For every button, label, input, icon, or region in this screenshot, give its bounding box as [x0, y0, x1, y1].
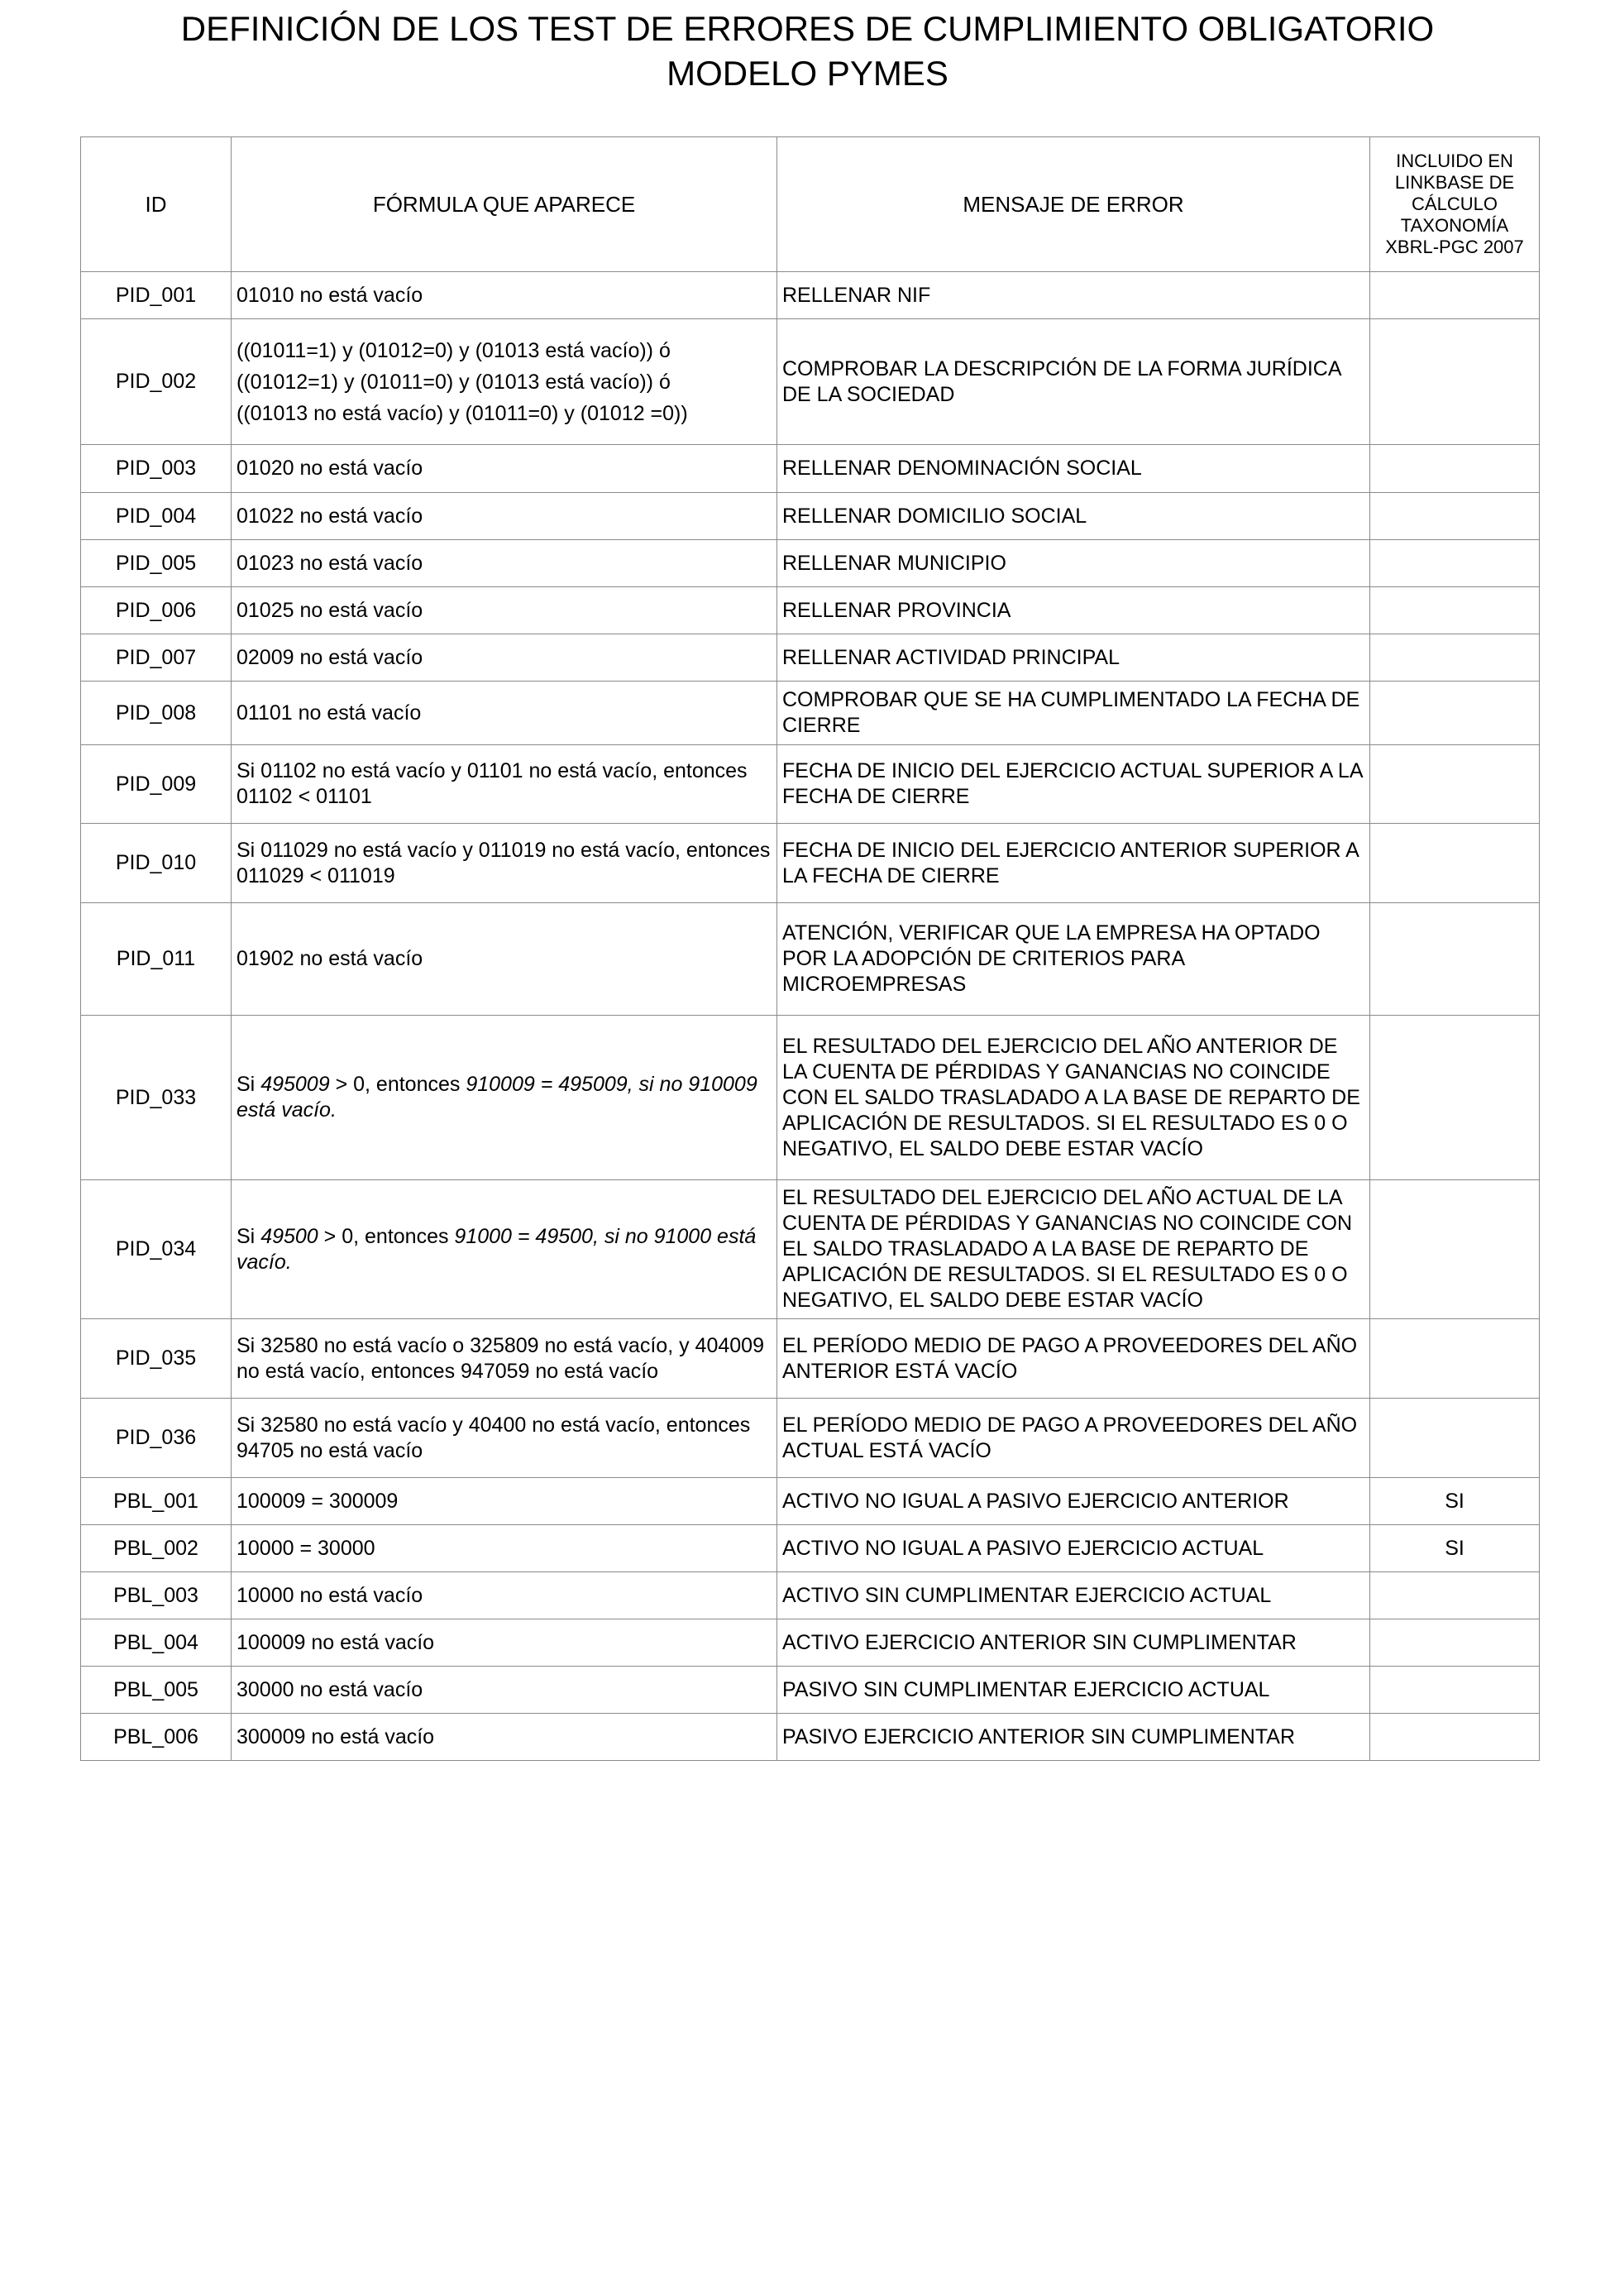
formula-text-italic: 495009 — [260, 1073, 330, 1096]
header-id: ID — [81, 137, 232, 272]
row-message: RELLENAR DOMICILIO SOCIAL — [777, 493, 1370, 540]
row-included — [1370, 1016, 1540, 1180]
row-included — [1370, 634, 1540, 682]
formula-text-italic: 49500 — [260, 1224, 318, 1248]
row-formula: 100009 no está vacío — [232, 1619, 777, 1667]
table-row — [81, 903, 1540, 1016]
row-formula: 01022 no está vacío — [232, 493, 777, 540]
row-formula: Si 011029 no está vacío y 011019 no está vacío, entonces 011029 < 011019 — [232, 824, 777, 903]
row-id: PBL_001 — [81, 1478, 232, 1525]
row-formula: 01010 no está vacío — [232, 272, 777, 319]
table-row — [81, 1525, 1540, 1572]
row-message: EL PERÍODO MEDIO DE PAGO A PROVEEDORES DEL AÑO ANTERIOR ESTÁ VACÍO — [777, 1319, 1370, 1399]
row-formula — [232, 319, 777, 445]
row-formula: 01025 no está vacío — [232, 587, 777, 634]
row-included — [1370, 540, 1540, 587]
row-included — [1370, 445, 1540, 493]
table-row — [81, 1714, 1540, 1761]
formula-line: ((01012=1) y (01011=0) y (01013 está vacío)) ó — [237, 370, 671, 394]
formula-text: Si — [237, 1224, 261, 1248]
row-formula: 100009 = 300009 — [232, 1478, 777, 1525]
row-id: PID_006 — [81, 587, 232, 634]
row-message: RELLENAR ACTIVIDAD PRINCIPAL — [777, 634, 1370, 682]
row-included — [1370, 824, 1540, 903]
row-formula: 01023 no está vacío — [232, 540, 777, 587]
row-formula: 02009 no está vacío — [232, 634, 777, 682]
row-message: ACTIVO EJERCICIO ANTERIOR SIN CUMPLIMENTAR — [777, 1619, 1370, 1667]
row-message: RELLENAR DENOMINACIÓN SOCIAL — [777, 445, 1370, 493]
table-row — [81, 493, 1540, 540]
row-message: PASIVO SIN CUMPLIMENTAR EJERCICIO ACTUAL — [777, 1667, 1370, 1714]
formula-text: > 0, entonces — [329, 1073, 466, 1096]
row-formula: 30000 no está vacío — [232, 1667, 777, 1714]
row-formula: 10000 no está vacío — [232, 1572, 777, 1619]
table-row — [81, 445, 1540, 493]
row-id: PID_004 — [81, 493, 232, 540]
row-included — [1370, 1667, 1540, 1714]
page-title — [0, 7, 1615, 96]
row-id: PID_003 — [81, 445, 232, 493]
row-formula: 300009 no está vacío — [232, 1714, 777, 1761]
row-formula — [232, 1016, 777, 1180]
row-id: PID_009 — [81, 745, 232, 824]
row-included: SI — [1370, 1525, 1540, 1572]
table-header-row — [81, 137, 1540, 272]
table-row — [81, 587, 1540, 634]
row-included — [1370, 1714, 1540, 1761]
formula-line: ((01013 no está vacío) y (01011=0) y (01012 =0)) — [237, 401, 688, 425]
title-line-2: MODELO PYMES — [667, 54, 948, 93]
row-formula: Si 32580 no está vacío o 325809 no está vacío, y 404009 no está vacío, entonces 947059 no está vacío — [232, 1319, 777, 1399]
formula-text-italic: 910009 = 495009, si no 910009 está vacío. — [237, 1073, 757, 1122]
row-id: PBL_004 — [81, 1619, 232, 1667]
table-row — [81, 1180, 1540, 1319]
table-row — [81, 272, 1540, 319]
row-included — [1370, 493, 1540, 540]
row-included — [1370, 587, 1540, 634]
row-message: ACTIVO SIN CUMPLIMENTAR EJERCICIO ACTUAL — [777, 1572, 1370, 1619]
row-message: COMPROBAR LA DESCRIPCIÓN DE LA FORMA JURÍDICA DE LA SOCIEDAD — [777, 319, 1370, 445]
row-included — [1370, 319, 1540, 445]
row-id: PID_002 — [81, 319, 232, 445]
row-included — [1370, 745, 1540, 824]
table-row — [81, 1319, 1540, 1399]
table-row — [81, 1667, 1540, 1714]
formula-line: ((01011=1) y (01012=0) y (01013 está vacío)) ó — [237, 338, 671, 362]
row-included — [1370, 1180, 1540, 1319]
row-message: RELLENAR MUNICIPIO — [777, 540, 1370, 587]
table-row — [81, 319, 1540, 445]
row-message: EL RESULTADO DEL EJERCICIO DEL AÑO ACTUAL DE LA CUENTA DE PÉRDIDAS Y GANANCIAS NO COINCIDE CON EL SALDO TRASLADADO A LA BASE DE REPARTO DE APLICACIÓN DE RESULTADOS. SI EL RESULTADO ES 0 O NEGATIVO, EL SALDO DEBE ESTAR VACÍO — [777, 1180, 1370, 1319]
row-id: PID_008 — [81, 682, 232, 745]
row-id: PBL_006 — [81, 1714, 232, 1761]
formula-text-italic: 91000 = 49500, si no 91000 está vacío. — [237, 1224, 757, 1274]
row-message: EL PERÍODO MEDIO DE PAGO A PROVEEDORES DEL AÑO ACTUAL ESTÁ VACÍO — [777, 1399, 1370, 1478]
row-id: PID_033 — [81, 1016, 232, 1180]
row-included — [1370, 272, 1540, 319]
header-included: INCLUIDO EN LINKBASE DE CÁLCULO TAXONOMÍA XBRL-PGC 2007 — [1370, 137, 1540, 272]
row-included — [1370, 1572, 1540, 1619]
row-message: RELLENAR NIF — [777, 272, 1370, 319]
row-id: PID_005 — [81, 540, 232, 587]
title-line-1: DEFINICIÓN DE LOS TEST DE ERRORES DE CUMPLIMIENTO OBLIGATORIO — [180, 9, 1435, 48]
formula-text: > 0, entonces — [318, 1224, 455, 1248]
row-message: FECHA DE INICIO DEL EJERCICIO ACTUAL SUPERIOR A LA FECHA DE CIERRE — [777, 745, 1370, 824]
row-included — [1370, 1619, 1540, 1667]
row-id: PID_011 — [81, 903, 232, 1016]
table-row — [81, 540, 1540, 587]
row-included — [1370, 1399, 1540, 1478]
row-id: PBL_003 — [81, 1572, 232, 1619]
header-formula: FÓRMULA QUE APARECE — [232, 137, 777, 272]
row-id: PID_035 — [81, 1319, 232, 1399]
row-id: PID_036 — [81, 1399, 232, 1478]
table-row — [81, 824, 1540, 903]
row-message: ACTIVO NO IGUAL A PASIVO EJERCICIO ANTERIOR — [777, 1478, 1370, 1525]
row-id: PID_010 — [81, 824, 232, 903]
table-row — [81, 1016, 1540, 1180]
row-formula — [232, 1180, 777, 1319]
row-message: EL RESULTADO DEL EJERCICIO DEL AÑO ANTERIOR DE LA CUENTA DE PÉRDIDAS Y GANANCIAS NO COINCIDE CON EL SALDO TRASLADADO A LA BASE DE REPARTO DE APLICACIÓN DE RESULTADOS. SI EL RESULTADO ES 0 O NEGATIVO, EL SALDO DEBE ESTAR VACÍO — [777, 1016, 1370, 1180]
row-message: ATENCIÓN, VERIFICAR QUE LA EMPRESA HA OPTADO POR LA ADOPCIÓN DE CRITERIOS PARA MICROEMPRESAS — [777, 903, 1370, 1016]
error-tests-table — [80, 136, 1540, 1761]
header-message: MENSAJE DE ERROR — [777, 137, 1370, 272]
row-message: COMPROBAR QUE SE HA CUMPLIMENTADO LA FECHA DE CIERRE — [777, 682, 1370, 745]
row-id: PID_034 — [81, 1180, 232, 1319]
row-included — [1370, 1319, 1540, 1399]
table-row — [81, 1399, 1540, 1478]
row-included: SI — [1370, 1478, 1540, 1525]
row-message: ACTIVO NO IGUAL A PASIVO EJERCICIO ACTUAL — [777, 1525, 1370, 1572]
row-message: FECHA DE INICIO DEL EJERCICIO ANTERIOR SUPERIOR A LA FECHA DE CIERRE — [777, 824, 1370, 903]
row-included — [1370, 682, 1540, 745]
row-id: PBL_005 — [81, 1667, 232, 1714]
row-formula: Si 01102 no está vacío y 01101 no está vacío, entonces 01102 < 01101 — [232, 745, 777, 824]
table-row — [81, 682, 1540, 745]
row-included — [1370, 903, 1540, 1016]
row-formula: 10000 = 30000 — [232, 1525, 777, 1572]
table-row — [81, 1619, 1540, 1667]
row-formula: Si 32580 no está vacío y 40400 no está vacío, entonces 94705 no está vacío — [232, 1399, 777, 1478]
table-row — [81, 745, 1540, 824]
row-formula: 01902 no está vacío — [232, 903, 777, 1016]
table-row — [81, 634, 1540, 682]
row-id: PID_001 — [81, 272, 232, 319]
table-row — [81, 1478, 1540, 1525]
row-formula: 01020 no está vacío — [232, 445, 777, 493]
row-message: RELLENAR PROVINCIA — [777, 587, 1370, 634]
formula-text: Si — [237, 1073, 261, 1096]
row-message: PASIVO EJERCICIO ANTERIOR SIN CUMPLIMENTAR — [777, 1714, 1370, 1761]
row-formula: 01101 no está vacío — [232, 682, 777, 745]
table-row — [81, 1572, 1540, 1619]
row-id: PID_007 — [81, 634, 232, 682]
row-id: PBL_002 — [81, 1525, 232, 1572]
